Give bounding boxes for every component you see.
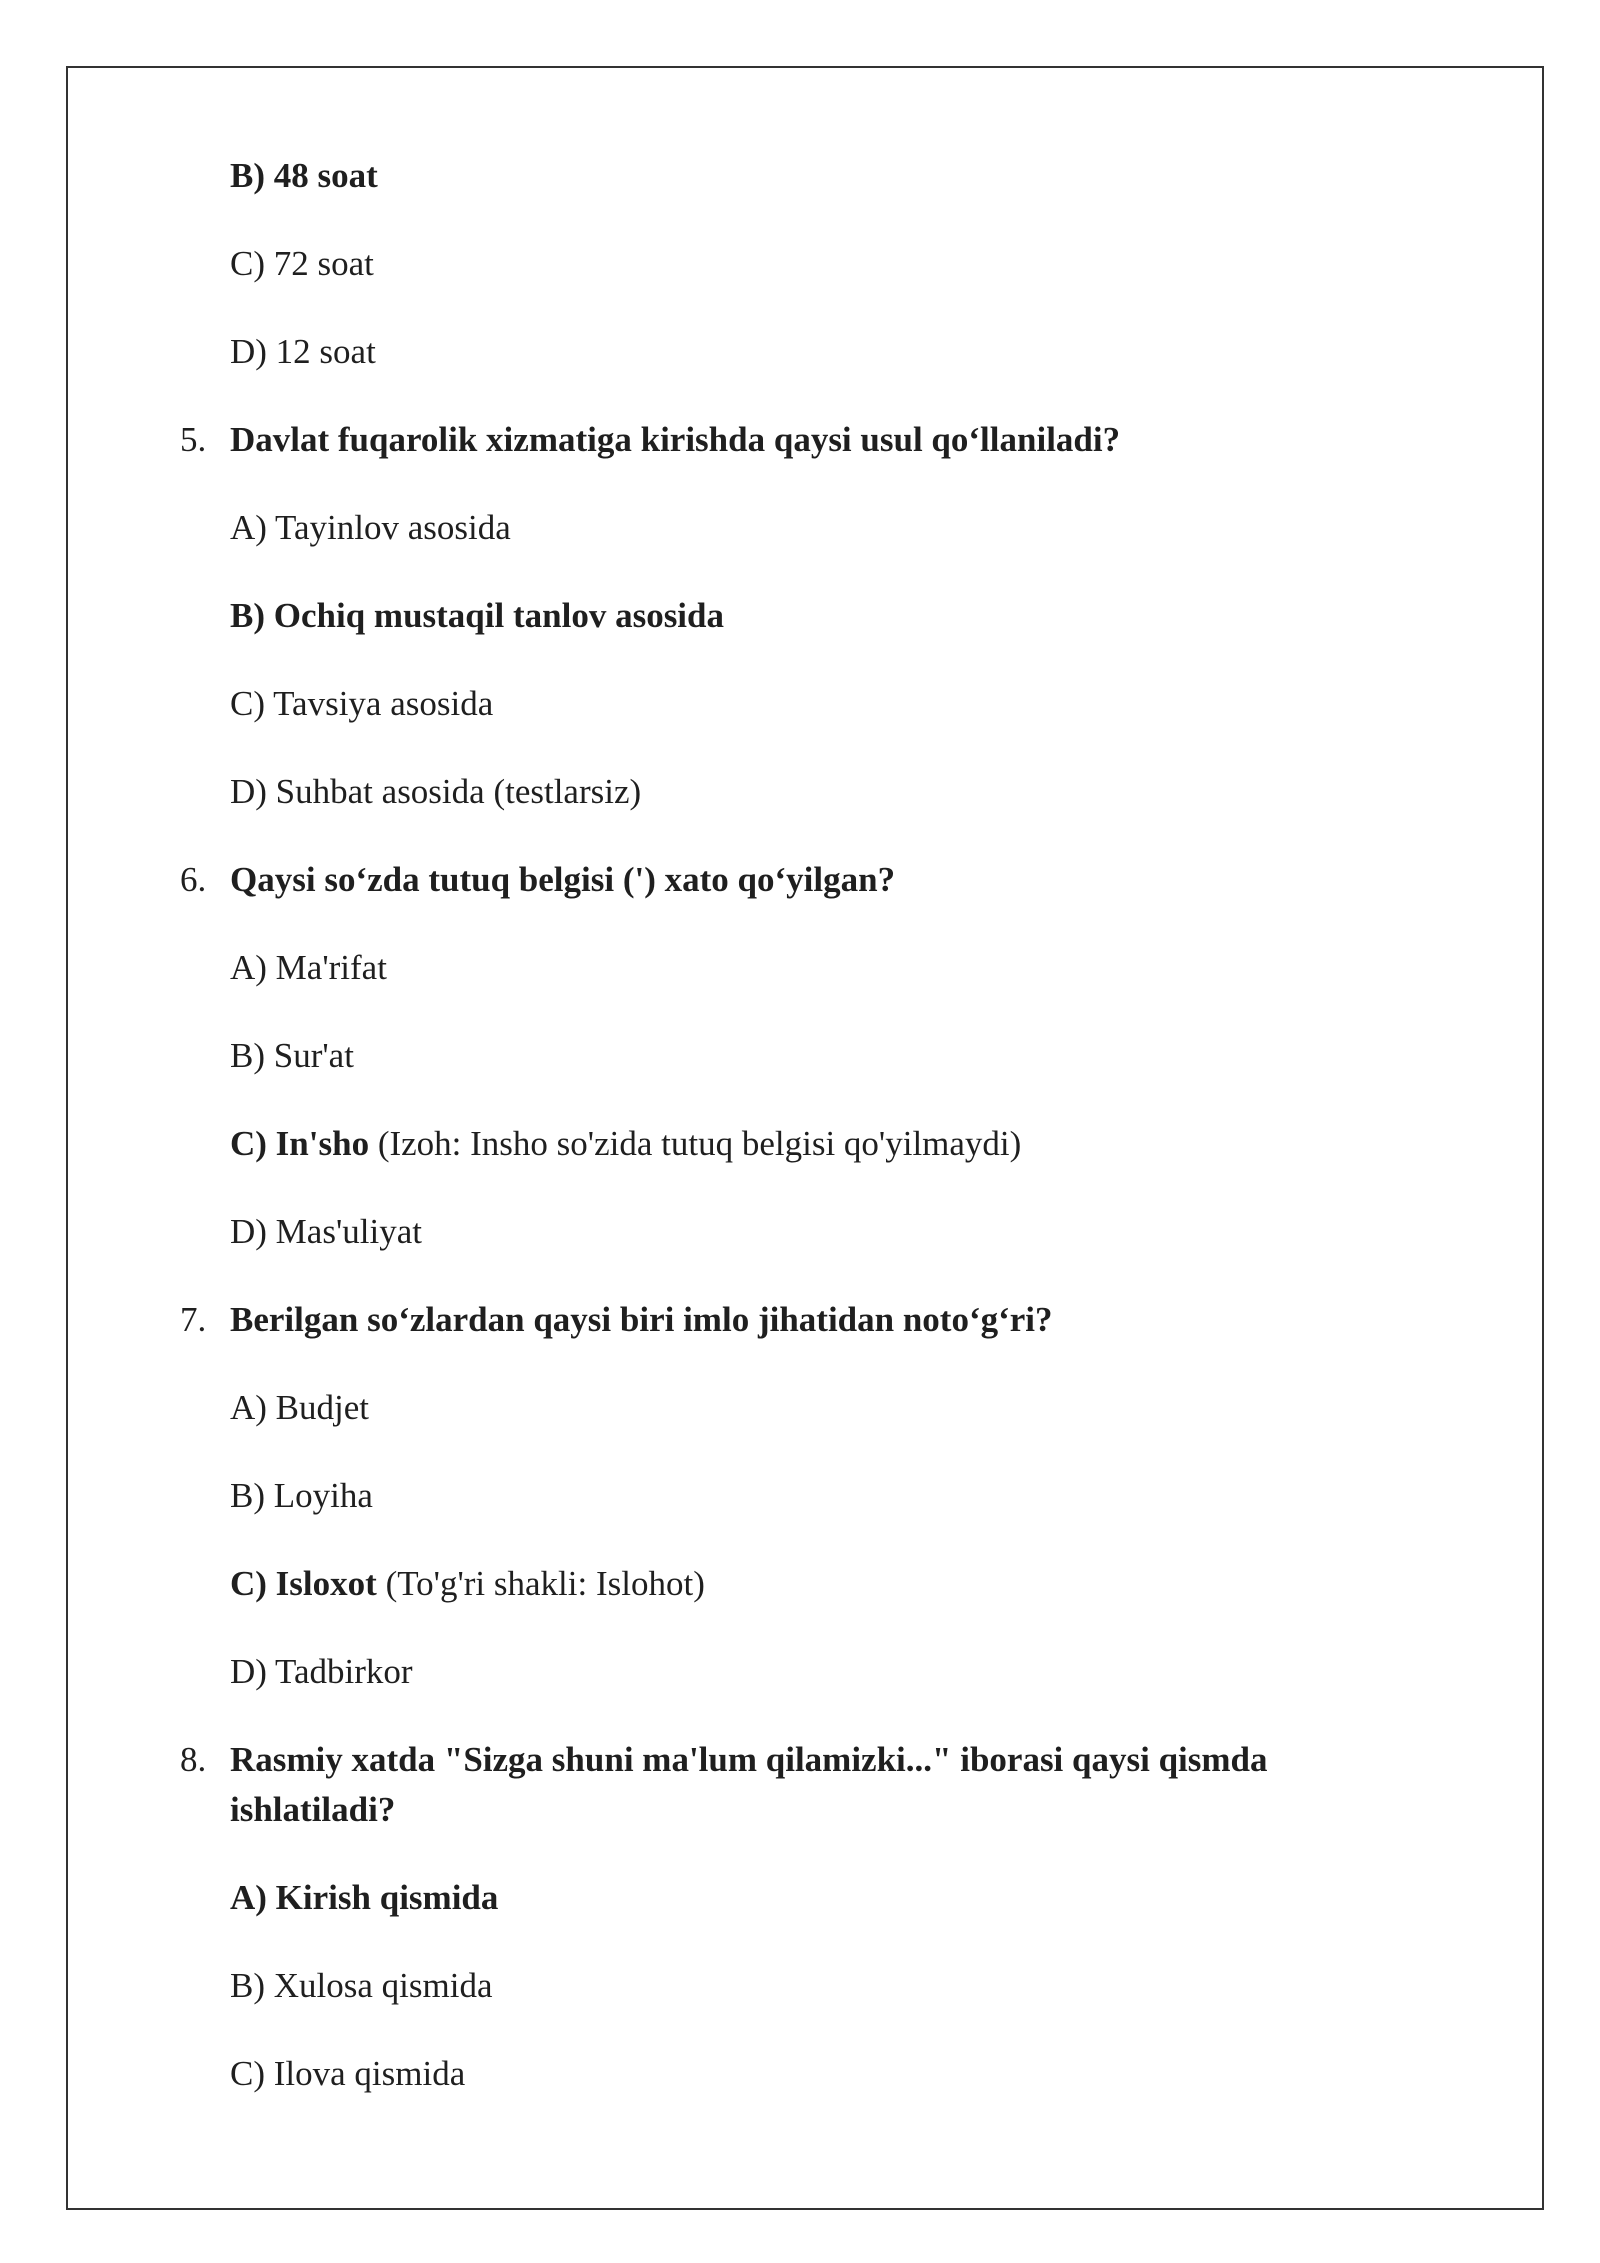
question-6 — [180, 855, 896, 905]
question-number: 7. — [180, 1300, 207, 1339]
option-c: C) Ilova qismida — [230, 2054, 466, 2093]
option-d: D) Mas'uliyat — [230, 1212, 422, 1251]
question-number: 6. — [180, 860, 207, 899]
option-c: C) 72 soat — [230, 244, 374, 283]
option-b: B) Sur'at — [230, 1036, 354, 1075]
question-text: Rasmiy xatda "Sizga shuni ma'lum qilamizki..." iborasi qaysi qismda ishlatiladi? — [230, 1740, 1268, 1829]
question-text: Davlat fuqarolik xizmatiga kirishda qaysi usul qo‘llaniladi? — [230, 420, 1121, 459]
question-5 — [180, 415, 1121, 465]
option-a: A) Ma'rifat — [230, 948, 387, 987]
option-b: B) Loyiha — [230, 1476, 373, 1515]
option-d: D) Tadbirkor — [230, 1652, 413, 1691]
option-d: D) 12 soat — [230, 332, 376, 371]
option-c-correct: C) In'sho (Izoh: Insho so'zida tutuq belgisi qo'yilmaydi) — [230, 1124, 1022, 1163]
question-7 — [180, 1295, 1053, 1345]
option-a-correct: A) Kirish qismida — [230, 1878, 499, 1917]
answer-note: (Izoh: Insho so'zida tutuq belgisi qo'yilmaydi) — [369, 1124, 1022, 1163]
option-c-correct: C) Isloxot (To'g'ri shakli: Islohot) — [230, 1564, 705, 1603]
option-a: A) Tayinlov asosida — [230, 508, 511, 547]
option-a: A) Budjet — [230, 1388, 370, 1427]
answer-note: (To'g'ri shakli: Islohot) — [376, 1564, 705, 1603]
option-b: B) 48 soat — [230, 156, 378, 195]
option-c: C) Tavsiya asosida — [230, 684, 494, 723]
option-b-correct: B) Ochiq mustaqil tanlov asosida — [230, 596, 724, 635]
question-number: 8. — [180, 1740, 207, 1779]
question-text: Berilgan so‘zlardan qaysi biri imlo jihatidan noto‘g‘ri? — [230, 1300, 1053, 1339]
question-text: Qaysi so‘zda tutuq belgisi (') xato qo‘yilgan? — [230, 860, 896, 899]
question-number: 5. — [180, 420, 207, 459]
question-8 — [180, 1735, 1380, 1835]
option-d: D) Suhbat asosida (testlarsiz) — [230, 772, 642, 811]
option-b: B) Xulosa qismida — [230, 1966, 493, 2005]
